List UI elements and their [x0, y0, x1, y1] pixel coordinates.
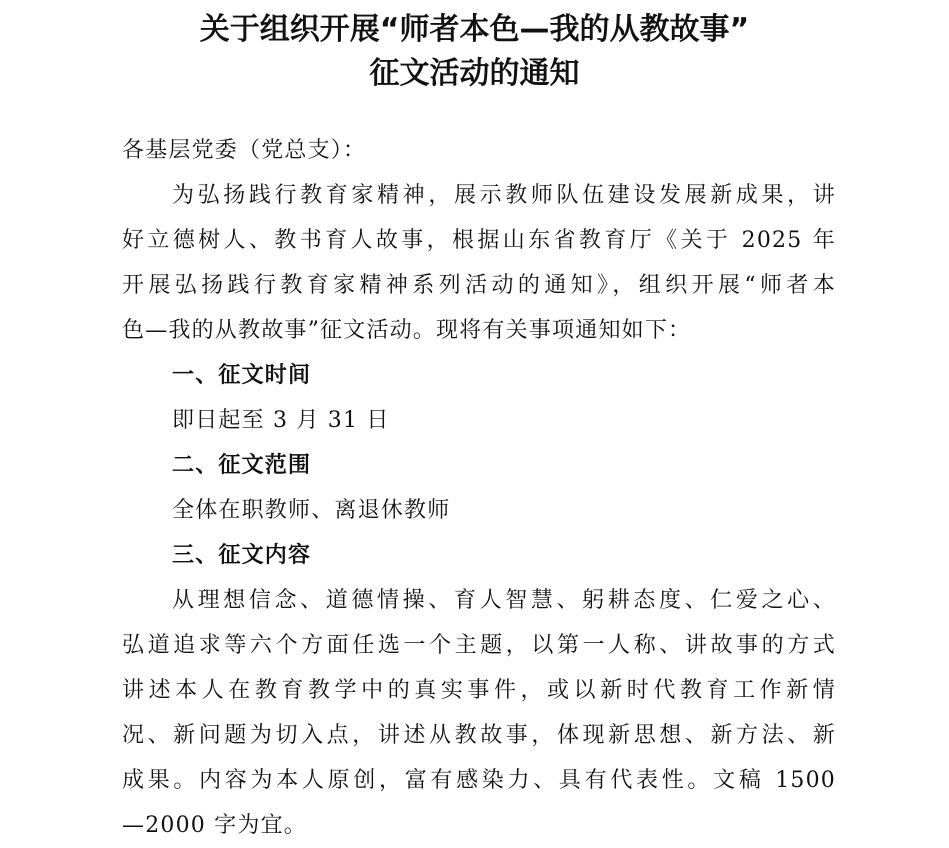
- section-3-line-2: 弘道追求等六个方面任选一个主题，以第一人称、讲故事的方式: [122, 633, 836, 658]
- intro-line-2: 好立德树人、教书育人故事，根据山东省教育厅《关于 2025 年: [122, 228, 836, 253]
- section-3-line-4: 况、新问题为切入点，讲述从教故事，体现新思想、新方法、新: [122, 723, 836, 748]
- intro-line-1: 为弘扬践行教育家精神，展示教师队伍建设发展新成果，讲: [172, 183, 836, 208]
- section-3-line-1: 从理想信念、道德情操、育人智慧、躬耕态度、仁爱之心、: [172, 588, 836, 613]
- document-title-line-1: 关于组织开展“师者本色—我的从教故事”: [199, 12, 750, 47]
- section-1-heading: 一、征文时间: [172, 363, 312, 388]
- document-body: [122, 128, 836, 848]
- section-3-line-6: —2000 字为宜。: [122, 813, 307, 838]
- section-2-heading: 二、征文范围: [172, 453, 312, 478]
- section-3-line-5: 成果。内容为本人原创，富有感染力、具有代表性。文稿 1500: [122, 768, 836, 793]
- document-title-line-2: 征文活动的通知: [369, 56, 580, 91]
- section-1-content: 即日起至 3 月 31 日: [172, 408, 390, 433]
- intro-line-4: 色—我的从教故事”征文活动。现将有关事项通知如下：: [122, 318, 692, 343]
- intro-line-3: 开展弘扬践行教育家精神系列活动的通知》，组织开展“师者本: [122, 273, 836, 298]
- salutation: 各基层党委（党总支）：: [122, 138, 367, 163]
- section-3-line-3: 讲述本人在教育教学中的真实事件，或以新时代教育工作新情: [122, 678, 836, 703]
- section-3-heading: 三、征文内容: [172, 543, 312, 568]
- section-2-content: 全体在职教师、离退休教师: [172, 498, 451, 523]
